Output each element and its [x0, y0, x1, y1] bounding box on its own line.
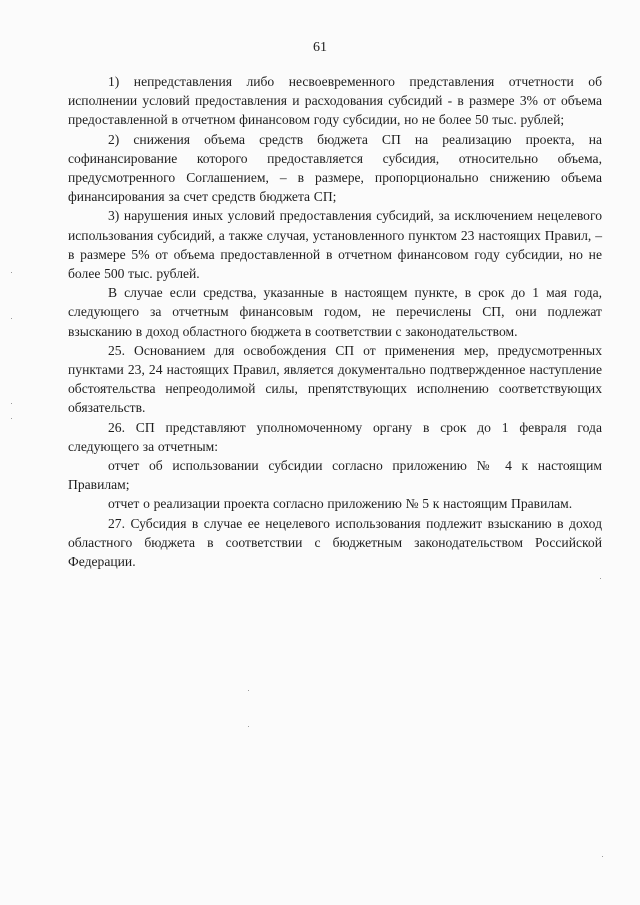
paragraph-item-26: 26. СП представляют уполномоченному органу в срок до 1 февраля года следующего за отчетным: [68, 419, 602, 454]
paragraph-clause-3: 3) нарушения иных условий предоставления субсидий, за исключением нецелевого использования субсидий, а также случая, установленного пунктом 23 настоящих Правил, – в размере 5% от объема предоставленной в отчетном финансовом году субсидии, но не более 500 тыс. рублей. [68, 208, 602, 282]
paragraph-recovery: В случае если средства, указанные в настоящем пункте, в срок до 1 мая года, следующего за отчетным финансовым годом, не перечислены СП, они подлежат взысканию в доход областного бюджета в соответствии с законодательством. [68, 285, 602, 339]
paragraph-item-25: 25. Основанием для освобождения СП от применения мер, предусмотренных пунктами 23, 24 настоящих Правил, является документально подтвержденное наступление обстоятельства непреодолимой силы, препятствующих исполнению соответствующих обязательств. [68, 342, 602, 416]
scan-speck [602, 856, 603, 857]
page-number: 61 [313, 40, 327, 55]
scan-speck [11, 272, 12, 273]
paragraph-report-subsidy: отчет об использовании субсидии согласно приложению № 4 к настоящим Правилам; [68, 458, 602, 493]
scan-speck [248, 726, 249, 727]
scan-speck [600, 578, 601, 579]
paragraph-clause-1: 1) непредставления либо несвоевременного представления отчетности об исполнении условий предоставления и расходования субсидий - в размере 3% от объема предоставленной в отчетном финансовом году субсидии, но не более 50 тыс. рублей; [68, 74, 602, 128]
scan-speck [248, 690, 249, 691]
document-body [68, 72, 602, 571]
paragraph-report-project: отчет о реализации проекта согласно приложению № 5 к настоящим Правилам. [108, 496, 573, 512]
scan-speck [11, 318, 12, 319]
paragraph-clause-2: 2) снижения объема средств бюджета СП на реализацию проекта, на софинансирование которого предоставляется субсидия, относительно объема, предусмотренного Соглашением, – в размере, пропорционально снижению объема финансирования за счет средств бюджета СП; [68, 131, 602, 205]
scan-speck [11, 418, 12, 419]
scan-speck [11, 403, 12, 404]
paragraph-item-27: 27. Субсидия в случае ее нецелевого использования подлежит взысканию в доход областного бюджета в соответствии с бюджетным законодательством Российской Федерации. [68, 515, 602, 570]
